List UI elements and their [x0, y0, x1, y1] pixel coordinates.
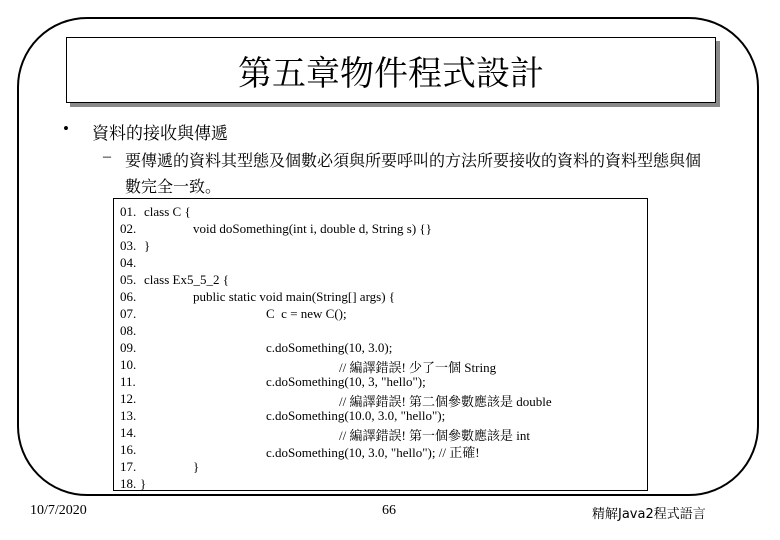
line-number: 13. — [120, 408, 137, 423]
code-text: } — [140, 476, 147, 491]
line-number: 01. — [120, 204, 137, 219]
code-text: c.doSomething(10, 3.0); — [266, 340, 393, 355]
line-number: 16. — [120, 442, 137, 457]
code-text: class C { — [144, 204, 191, 219]
footer-page-number: 66 — [382, 503, 396, 518]
bullet-dot-icon: • — [63, 119, 69, 138]
bullet-2: 要傳遞的資料其型態及個數必須與所要呼叫的方法所要接收的資料的資料型態與個數完全一致。 — [125, 151, 702, 196]
line-number: 05. — [120, 272, 137, 287]
line-number: 14. — [120, 425, 137, 440]
code-text: C c = new C(); — [266, 306, 347, 321]
line-number: 10. — [120, 357, 137, 372]
footer-book-title: 精解Java2程式語言 — [592, 507, 706, 522]
line-number: 17. — [120, 459, 137, 474]
line-number: 18. — [120, 476, 137, 491]
line-number: 03. — [120, 238, 137, 253]
footer-date: 10/7/2020 — [30, 503, 87, 518]
code-box — [113, 198, 648, 491]
code-text: c.doSomething(10, 3, "hello"); — [266, 374, 426, 389]
line-number: 02. — [120, 221, 137, 236]
code-text: } — [144, 238, 151, 253]
dash-icon: – — [103, 148, 111, 165]
line-number: 06. — [120, 289, 137, 304]
line-number: 09. — [120, 340, 137, 355]
code-text: c.doSomething(10.0, 3.0, "hello"); — [266, 408, 446, 423]
line-number: 11. — [120, 374, 136, 389]
code-text: } — [193, 459, 200, 474]
code-text: public static void main(String[] args) { — [193, 289, 396, 304]
bullet-1: 資料的接收與傳遞 — [92, 124, 228, 144]
code-text: // 編譯錯誤! 第二個參數應該是 double — [339, 394, 552, 409]
code-text: // 編譯錯誤! 少了一個 String — [339, 360, 497, 375]
slide-title: 第五章物件程式設計 — [66, 37, 716, 103]
line-number: 04. — [120, 255, 137, 270]
line-number: 08. — [120, 323, 137, 338]
line-number: 07. — [120, 306, 137, 321]
code-text: c.doSomething(10, 3.0, "hello"); // 正確! — [266, 445, 480, 460]
code-text: // 編譯錯誤! 第一個參數應該是 int — [339, 428, 531, 443]
code-text: class Ex5_5_2 { — [144, 272, 229, 287]
code-text: void doSomething(int i, double d, String s) {} — [193, 221, 432, 236]
line-number: 12. — [120, 391, 137, 406]
